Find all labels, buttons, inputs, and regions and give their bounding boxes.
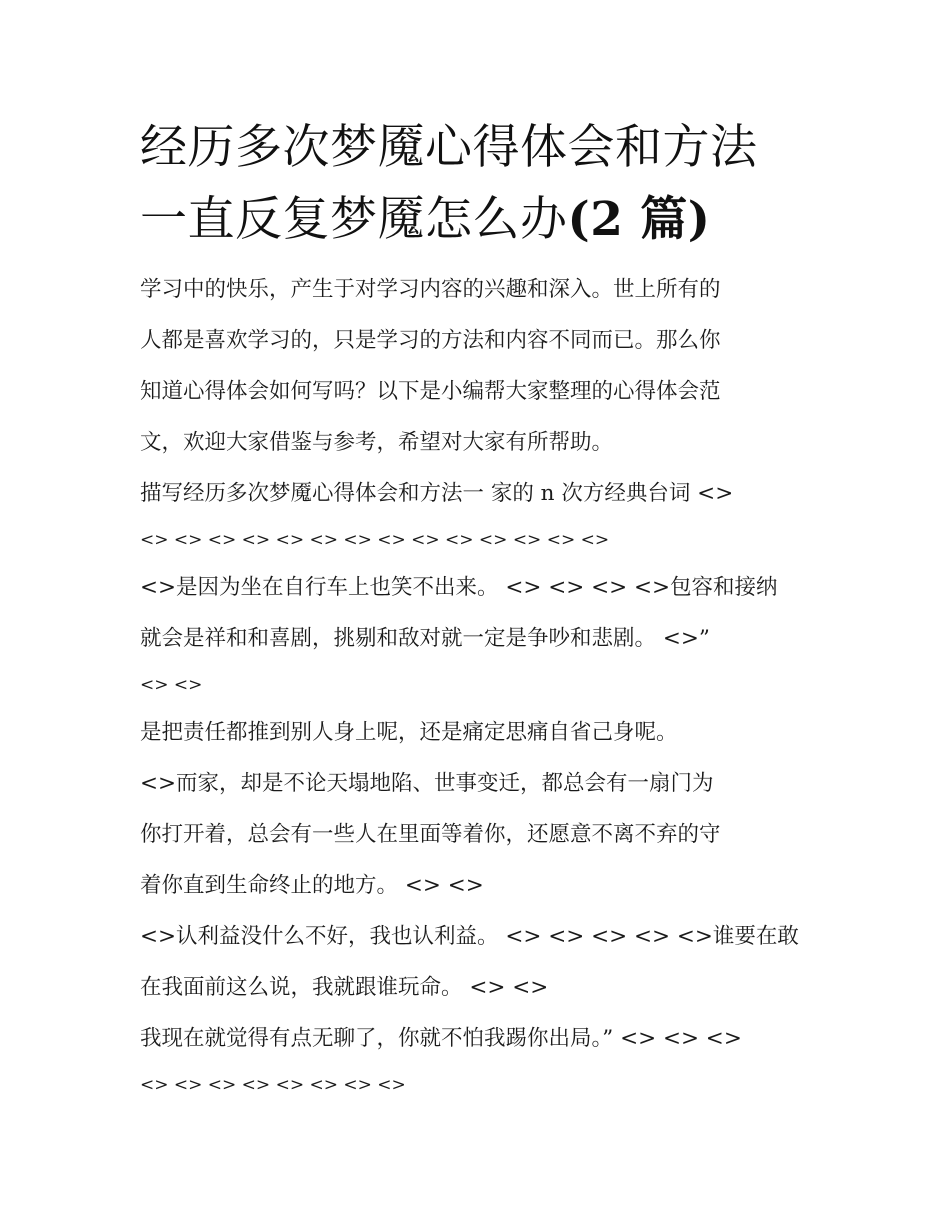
text-line: 知道心得体会如何写吗？以下是小编帮大家整理的心得体会范 [140, 379, 721, 404]
document-body [140, 112, 812, 1107]
text-line: 在我面前这么说，我就跟谁玩命。 <> <> [140, 975, 549, 1000]
text-line: 就会是祥和和喜剧，挑剔和敌对就一定是争吵和悲剧。 <>” [140, 626, 710, 651]
title-line-2-text: 一直反复梦魇怎么办 [140, 192, 568, 247]
document-content [140, 264, 812, 1107]
text-line: 人都是喜欢学习的，只是学习的方法和内容不同而已。那么你 [140, 328, 721, 353]
text-line: <> <> <> <> <> <> <> <> [140, 1075, 406, 1095]
title-line-1: 经历多次梦魇心得体会和方法 [140, 120, 758, 175]
text-line: <> <> <> <> <> <> <> <> <> <> <> <> <> <> [140, 530, 610, 550]
document-title [140, 112, 812, 256]
text-line: <>是因为坐在自行车上也笑不出来。 <> <> <> <>包容和接纳 [140, 575, 778, 600]
text-line: 你打开着，总会有一些人在里面等着你，还愿意不离不弃的守 [140, 822, 721, 847]
text-line: 文，欢迎大家借鉴与参考，希望对大家有所帮助。 [140, 430, 614, 455]
text-line: 我现在就觉得有点无聊了，你就不怕我踢你出局。” <> <> <> [140, 1026, 742, 1051]
title-count: (2 篇) [567, 192, 711, 247]
text-line: <> <> [140, 675, 203, 695]
text-line: 是把责任都推到别人身上呢，还是痛定思痛自省己身呢。 [140, 720, 678, 745]
text-line: <>而家，却是不论天塌地陷、世事变迁，都总会有一扇门为 [140, 771, 714, 796]
text-line: 学习中的快乐，产生于对学习内容的兴趣和深入。世上所有的 [140, 277, 721, 302]
text-line: 描写经历多次梦魇心得体会和方法一 家的 n 次方经典台词 <> [140, 481, 734, 506]
title-line-2 [140, 184, 812, 256]
text-line: 着你直到生命终止的地方。 <> <> [140, 873, 484, 898]
text-line: <>认利益没什么不好，我也认利益。 <> <> <> <> <>谁要在敢 [140, 924, 799, 949]
